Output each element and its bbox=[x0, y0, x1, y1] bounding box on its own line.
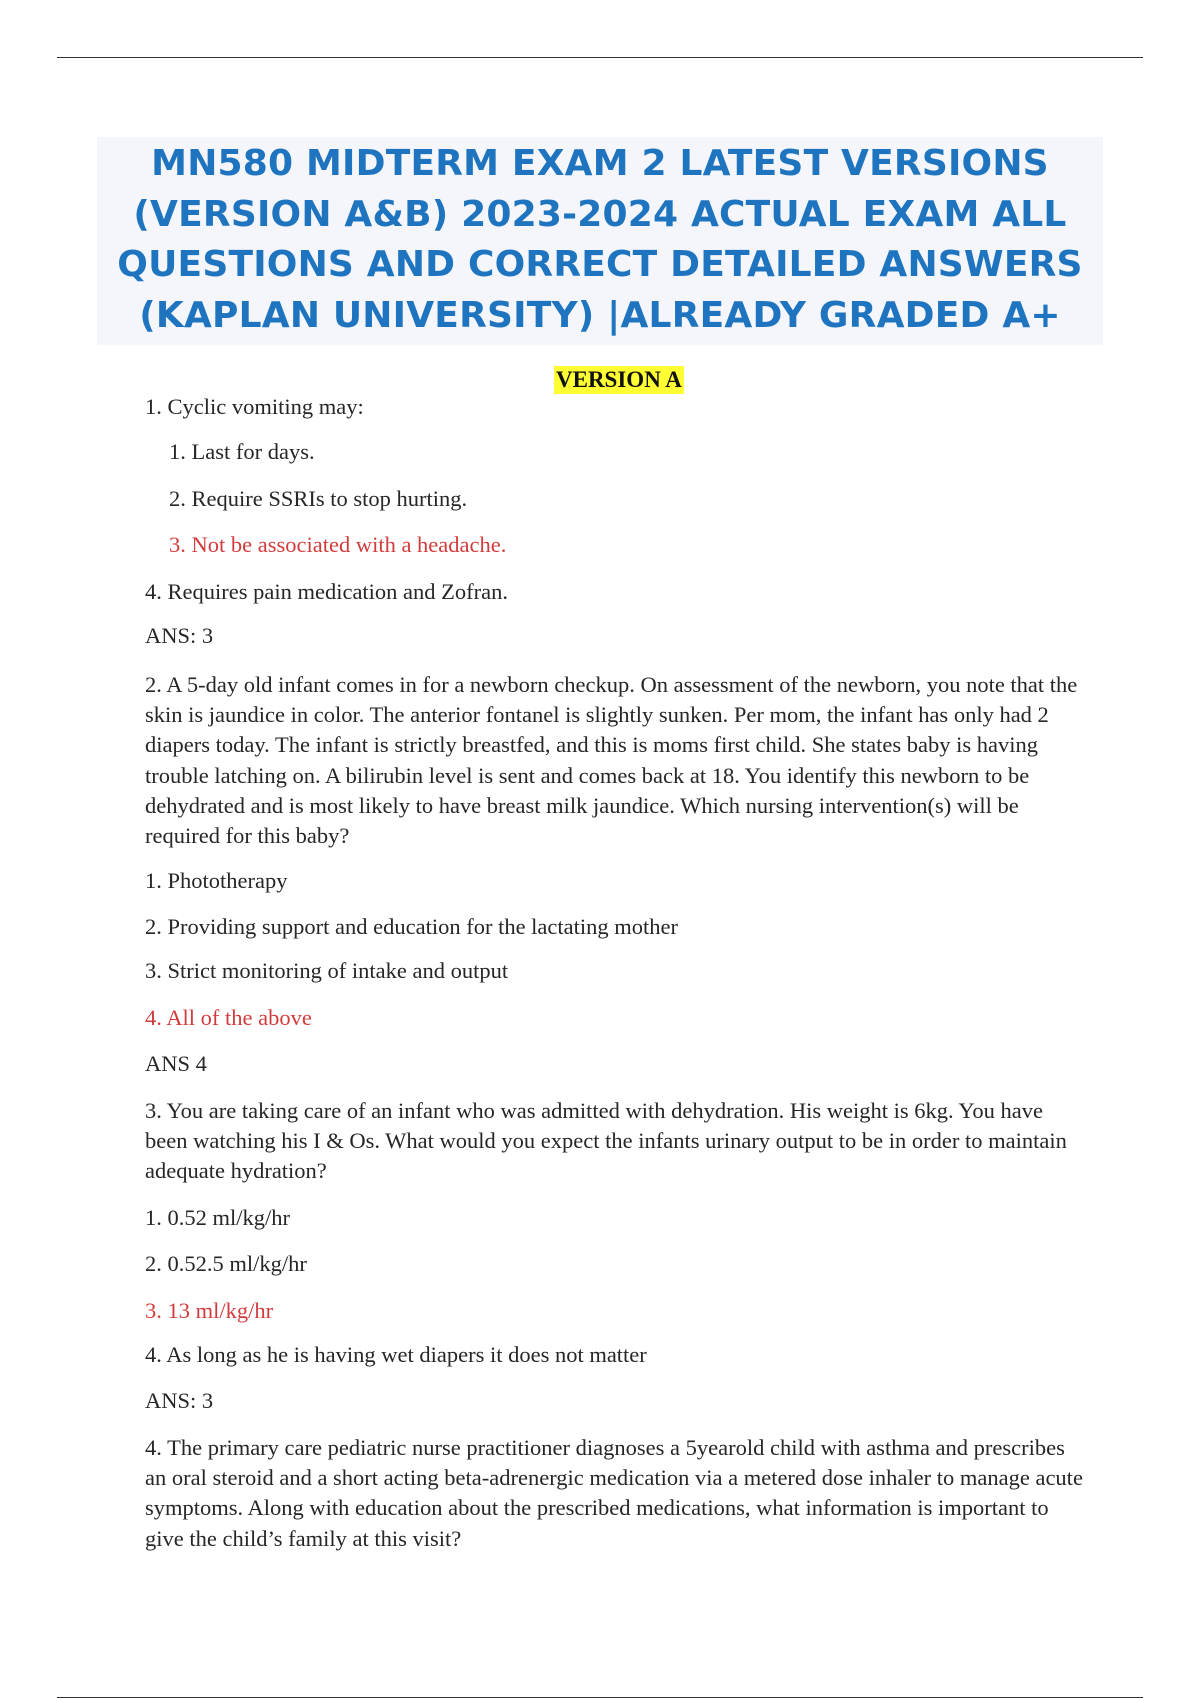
question-3-option-1: 1. 0.52 ml/kg/hr bbox=[145, 1205, 290, 1230]
title-line-2: (VERSION A&B) 2023-2024 ACTUAL EXAM ALL bbox=[133, 194, 1067, 235]
question-2-option-1: 1. Phototherapy bbox=[145, 868, 288, 893]
question-2-stem: 2. A 5-day old infant comes in for a newborn checkup. On assessment of the newborn, you note that the skin is jaundice in color. The anterior fontanel is slightly sunken. Per mom, the infant has only had 2 diapers today. The infant is strictly breastfed, and this is moms first child. She states baby is having trouble latching on. A bilirubin level is sent and comes back at 18. You identify this newborn to be dehydrated and is most likely to have breast milk jaundice. Which nursing intervention(s) will be required for this baby? bbox=[145, 672, 1078, 849]
question-2-option-4-correct: 4. All of the above bbox=[145, 1005, 312, 1030]
question-1-option-2: 2. Require SSRIs to stop hurting. bbox=[169, 486, 468, 511]
question-1-option-3-correct: 3. Not be associated with a headache. bbox=[169, 532, 507, 557]
question-3-answer: ANS: 3 bbox=[145, 1388, 214, 1413]
question-3-stem: 3. You are taking care of an infant who was admitted with dehydration. His weight is 6kg. You have been watching his I & Os. What would you expect the infants urinary output to be in order to maintain adequate hydration? bbox=[145, 1098, 1067, 1184]
bottom-rule bbox=[57, 1697, 1143, 1698]
question-3-option-4: 4. As long as he is having wet diapers it does not matter bbox=[145, 1342, 647, 1367]
question-1-answer: ANS: 3 bbox=[145, 623, 214, 648]
question-2-option-2: 2. Providing support and education for the lactating mother bbox=[145, 914, 679, 939]
title-line-4: (KAPLAN UNIVERSITY) |ALREADY GRADED A+ bbox=[139, 295, 1061, 336]
question-2-answer: ANS 4 bbox=[145, 1051, 207, 1076]
question-3-option-2: 2. 0.52.5 ml/kg/hr bbox=[145, 1251, 307, 1276]
question-3-option-3-correct: 3. 13 ml/kg/hr bbox=[145, 1298, 274, 1323]
title-line-3: QUESTIONS AND CORRECT DETAILED ANSWERS bbox=[117, 244, 1083, 285]
version-label: VERSION A bbox=[556, 367, 682, 392]
title-line-1: MN580 MIDTERM EXAM 2 LATEST VERSIONS bbox=[151, 143, 1049, 184]
question-1-stem: 1. Cyclic vomiting may: bbox=[145, 394, 364, 419]
question-4-stem: 4. The primary care pediatric nurse practitioner diagnoses a 5yearold child with asthma and prescribes an oral steroid and a short acting beta-adrenergic medication via a metered dose inhaler to manage acute symptoms. Along with education about the prescribed medications, what information is important to give the child’s family at this visit? bbox=[145, 1435, 1083, 1551]
question-1-option-1: 1. Last for days. bbox=[169, 439, 315, 464]
title-banner bbox=[97, 137, 1103, 345]
top-rule bbox=[57, 57, 1143, 58]
question-1-option-4: 4. Requires pain medication and Zofran. bbox=[145, 579, 509, 604]
question-2-option-3: 3. Strict monitoring of intake and output bbox=[145, 958, 509, 983]
